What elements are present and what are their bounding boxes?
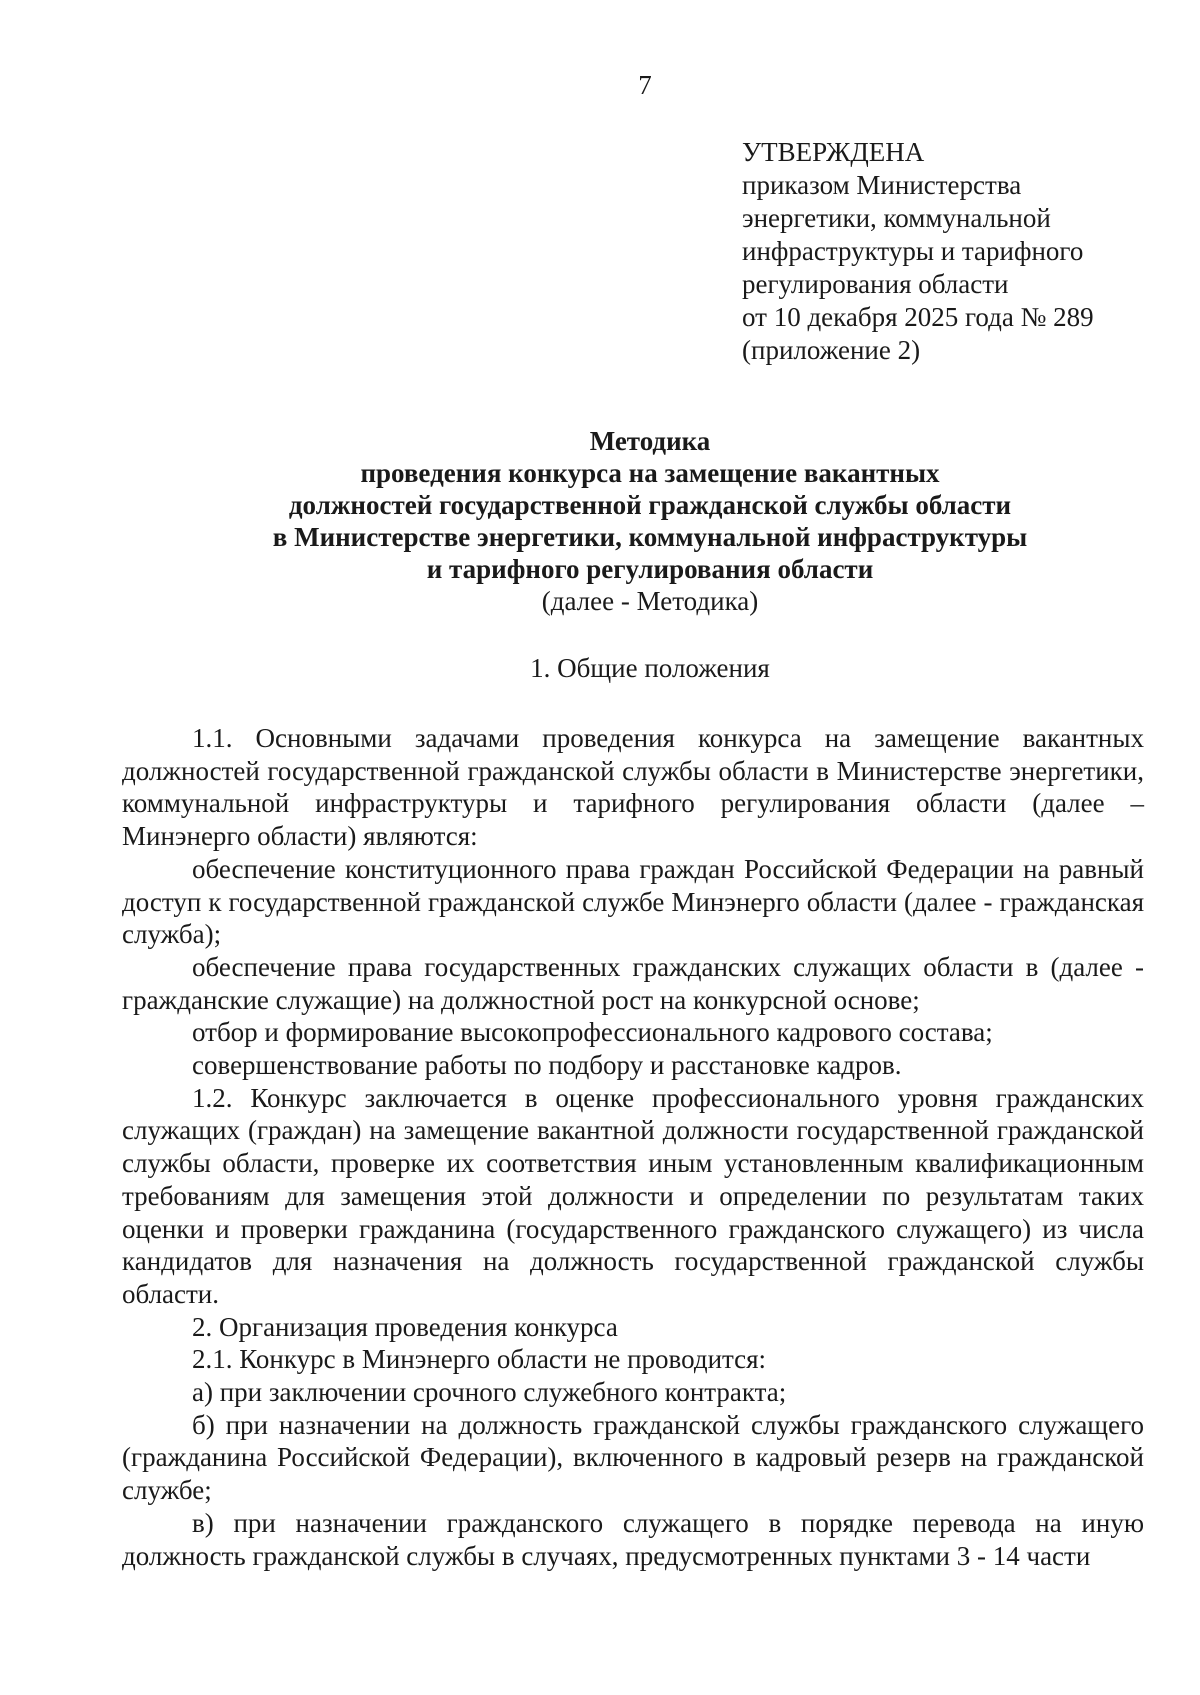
paragraph: 1.1. Основными задачами проведения конкурса на замещение вакантных должностей государственной гражданской службы области в Министерстве энергетики, коммунальной инфраструктуры и тарифного регулирования области (далее – Минэнерго области) являются: [122, 723, 1144, 852]
approval-heading: УТВЕРЖДЕНА [742, 137, 925, 167]
paragraph: а) при заключении срочного служебного контракта; [192, 1377, 787, 1408]
title-line: в Министерстве энергетики, коммунальной инфраструктуры [272, 522, 1028, 552]
approval-line: приказом Министерства [742, 170, 1022, 200]
title-subtitle: (далее - Методика) [541, 586, 759, 616]
approval-line: энергетики, коммунальной [742, 203, 1051, 233]
document-title [150, 425, 1150, 617]
approval-line: (приложение 2) [742, 335, 921, 365]
paragraph: б) при назначении на должность гражданской службы гражданского служащего (гражданина Российской Федерации), включенного в кадровый резерв на гражданской службе; [122, 1409, 1144, 1506]
paragraph: обеспечение права государственных гражданских служащих области в (далее - гражданские служащие) на должностной рост на конкурсной основе; [122, 951, 1144, 1015]
paragraph: 1.2. Конкурс заключается в оценке профессионального уровня гражданских служащих (граждан) на замещение вакантной должности государственной гражданской службы области, проверке их соответствия иным установленным квалификационным требованиям для замещения этой должности и определении по результатам таких оценки и проверки гражданина (государственного гражданского служащего) из числа кандидатов для назначения на должность государственной гражданской службы области. [122, 1082, 1144, 1309]
section-heading: 1. Общие положения [530, 653, 770, 683]
paragraph: обеспечение конституционного права граждан Российской Федерации на равный доступ к государственной гражданской службе Минэнерго области (далее - гражданская служба); [122, 853, 1144, 950]
title-line: Методика [589, 426, 711, 456]
title-line: должностей государственной гражданской службы области [288, 490, 1012, 520]
paragraph: 2. Организация проведения конкурса [192, 1311, 618, 1342]
approval-stamp-block [742, 136, 1094, 367]
paragraph: в) при назначении гражданского служащего в порядке перевода на иную должность гражданской службы в случаях, предусмотренных пунктами 3 - 14 части [122, 1507, 1144, 1571]
paragraph: совершенствование работы по подбору и расстановке кадров. [192, 1050, 902, 1081]
paragraph: отбор и формирование высокопрофессионального кадрового состава; [192, 1017, 993, 1048]
document-body [122, 722, 1144, 1572]
approval-line: регулирования области [742, 269, 1009, 299]
title-line: и тарифного регулирования области [426, 554, 874, 584]
approval-line: от 10 декабря 2025 года № 289 [742, 302, 1094, 332]
paragraph: 2.1. Конкурс в Минэнерго области не проводится: [192, 1344, 767, 1375]
approval-line: инфраструктуры и тарифного [742, 236, 1084, 266]
title-line: проведения конкурса на замещение вакантных [360, 458, 940, 488]
page-number: 7 [638, 70, 652, 100]
